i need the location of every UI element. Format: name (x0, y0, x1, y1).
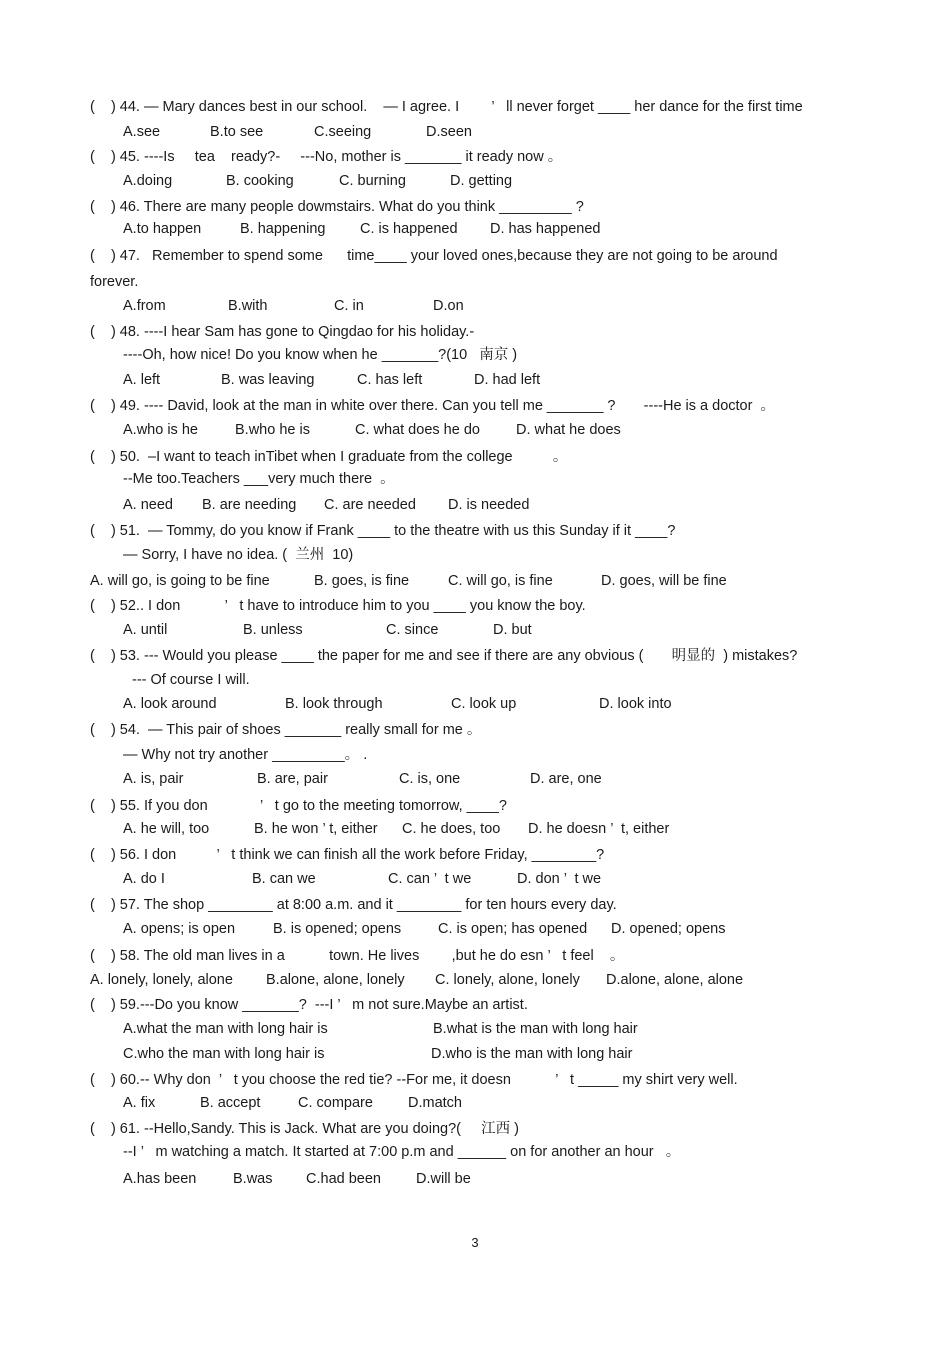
option-c: C. is happened (360, 221, 458, 237)
question-52-stem: ( ) 52.. I don ’ t have to introduce him to you ____ you know the boy. (90, 598, 586, 614)
question-48-stem: ( ) 48. ----I hear Sam has gone to Qingdao for his holiday.- (90, 324, 475, 340)
option-a: A. do I (123, 871, 165, 887)
option-d: D. is needed (448, 497, 530, 513)
page-number: 3 (471, 1235, 479, 1250)
option-c: C. he does, too (402, 821, 501, 837)
question-53-stem-cont: --- Of course I will. (132, 672, 250, 688)
option-b: B. unless (243, 622, 303, 638)
question-50-stem: ( ) 50. –I want to teach inTibet when I graduate from the college 。 (90, 449, 568, 465)
option-a: A. until (123, 622, 168, 638)
option-b: B. was leaving (221, 372, 315, 388)
option-a: A. lonely, lonely, alone (90, 972, 233, 988)
option-d: D.seen (426, 124, 472, 140)
option-b: B. he won ’ t, either (254, 821, 378, 837)
option-d: D. what he does (516, 422, 621, 438)
option-d: D. are, one (530, 771, 602, 787)
option-d: D. but (493, 622, 532, 638)
option-b: B.what is the man with long hair (433, 1021, 638, 1037)
option-a: A.doing (123, 173, 173, 189)
question-61-stem-cont: --I ’ m watching a match. It started at 7:00 p.m and ______ on for another an hour 。 (123, 1144, 681, 1160)
option-a: A.see (123, 124, 161, 140)
option-d: D.alone, alone, alone (606, 972, 744, 988)
question-47-stem-cont: forever. (90, 274, 139, 290)
option-c: C. is, one (399, 771, 461, 787)
option-b: B. look through (285, 696, 383, 712)
question-54-stem: ( ) 54. — This pair of shoes _______ really small for me 。 (90, 722, 482, 738)
question-57-stem: ( ) 57. The shop ________ at 8:00 a.m. and it ________ for ten hours every day. (90, 897, 617, 913)
option-b: B. cooking (226, 173, 294, 189)
option-d: D. had left (474, 372, 541, 388)
question-48-stem-cont: ----Oh, how nice! Do you know when he _______?(10 南京 ) (123, 347, 518, 363)
option-c: C. will go, is fine (448, 573, 553, 589)
option-a: A.to happen (123, 221, 202, 237)
option-a: A.from (123, 298, 166, 314)
option-a: A. opens; is open (123, 921, 236, 937)
option-b: B. goes, is fine (314, 573, 410, 589)
option-b: B. are, pair (257, 771, 328, 787)
question-51-stem-cont: — Sorry, I have no idea. ( 兰州 10) (123, 547, 354, 563)
option-c: C. what does he do (355, 422, 480, 438)
option-b: B.to see (210, 124, 264, 140)
option-a: A. left (123, 372, 161, 388)
option-d: D.on (433, 298, 464, 314)
option-b: B.who he is (235, 422, 310, 438)
option-c: C. look up (451, 696, 517, 712)
question-55-stem: ( ) 55. If you don ’ t go to the meeting tomorrow, ____? (90, 798, 507, 814)
option-c: C. are needed (324, 497, 416, 513)
option-a: A. need (123, 497, 173, 513)
question-46-stem: ( ) 46. There are many people dowmstairs. What do you think _________ ? (90, 199, 584, 215)
option-b: B.alone, alone, lonely (266, 972, 405, 988)
question-51-stem: ( ) 51. — Tommy, do you know if Frank ____ to the theatre with us this Sunday if it ____? (90, 523, 676, 539)
option-c: C. burning (339, 173, 406, 189)
option-d: D. he doesn ’ t, either (528, 821, 670, 837)
option-c: C. lonely, alone, lonely (435, 972, 580, 988)
question-56-stem: ( ) 56. I don ’ t think we can finish all the work before Friday, ________? (90, 847, 605, 863)
option-c: C.had been (306, 1171, 381, 1187)
question-58-stem: ( ) 58. The old man lives in a town. He lives ,but he do esn ’ t feel 。 (90, 948, 625, 964)
option-b: B. is opened; opens (273, 921, 402, 937)
option-c: C. compare (298, 1095, 373, 1111)
question-53-stem: ( ) 53. --- Would you please ____ the paper for me and see if there are any obvious ( 明显的 ) mistakes? (90, 648, 798, 664)
option-d: D.will be (416, 1171, 471, 1187)
option-c: C.who the man with long hair is (123, 1046, 325, 1062)
option-b: B. can we (252, 871, 316, 887)
option-d: D. don ’ t we (517, 871, 602, 887)
option-a: A. look around (123, 696, 217, 712)
option-a: A. is, pair (123, 771, 184, 787)
option-c: C. can ’ t we (388, 871, 472, 887)
option-a: A. fix (123, 1095, 156, 1111)
question-47-stem: ( ) 47. Remember to spend some time____ your loved ones,because they are not going to be around (90, 248, 778, 264)
question-60-stem: ( ) 60.-- Why don ’ t you choose the red tie? --For me, it doesn ’ t _____ my shirt very well. (90, 1072, 738, 1088)
question-54-stem-cont: — Why not try another _________。 . (123, 747, 368, 763)
option-b: B. are needing (202, 497, 297, 513)
option-a: A. will go, is going to be fine (90, 573, 270, 589)
option-a: A.has been (123, 1171, 197, 1187)
option-d: D.match (408, 1095, 462, 1111)
option-b: B. happening (240, 221, 326, 237)
option-a: A. he will, too (123, 821, 210, 837)
question-45-stem: ( ) 45. ----Is tea ready?- ---No, mother is _______ it ready now 。 (90, 149, 563, 165)
option-d: D. has happened (490, 221, 601, 237)
option-c: C. in (334, 298, 364, 314)
option-c: C. is open; has opened (438, 921, 588, 937)
option-a: A.who is he (123, 422, 198, 438)
question-59-stem: ( ) 59.---Do you know _______? ---I ’ m not sure.Maybe an artist. (90, 997, 528, 1013)
option-a: A.what the man with long hair is (123, 1021, 328, 1037)
question-61-stem: ( ) 61. --Hello,Sandy. This is Jack. What are you doing?( 江西 ) (90, 1121, 519, 1137)
option-c: C. since (386, 622, 439, 638)
question-49-stem: ( ) 49. ---- David, look at the man in white over there. Can you tell me _______ ? ----He is a doctor 。 (90, 398, 776, 414)
option-d: D. goes, will be fine (601, 573, 727, 589)
option-d: D. getting (450, 173, 513, 189)
question-44-stem: ( ) 44. — Mary dances best in our school. — I agree. I ’ ll never forget ____ her dance for the first time (90, 99, 803, 115)
option-d: D.who is the man with long hair (431, 1046, 633, 1062)
option-b: B.was (233, 1171, 273, 1187)
question-50-stem-cont: --Me too.Teachers ___very much there 。 (123, 471, 395, 487)
option-c: C.seeing (314, 124, 372, 140)
option-b: B. accept (200, 1095, 261, 1111)
option-d: D. opened; opens (611, 921, 726, 937)
option-d: D. look into (599, 696, 672, 712)
option-b: B.with (228, 298, 268, 314)
option-c: C. has left (357, 372, 423, 388)
